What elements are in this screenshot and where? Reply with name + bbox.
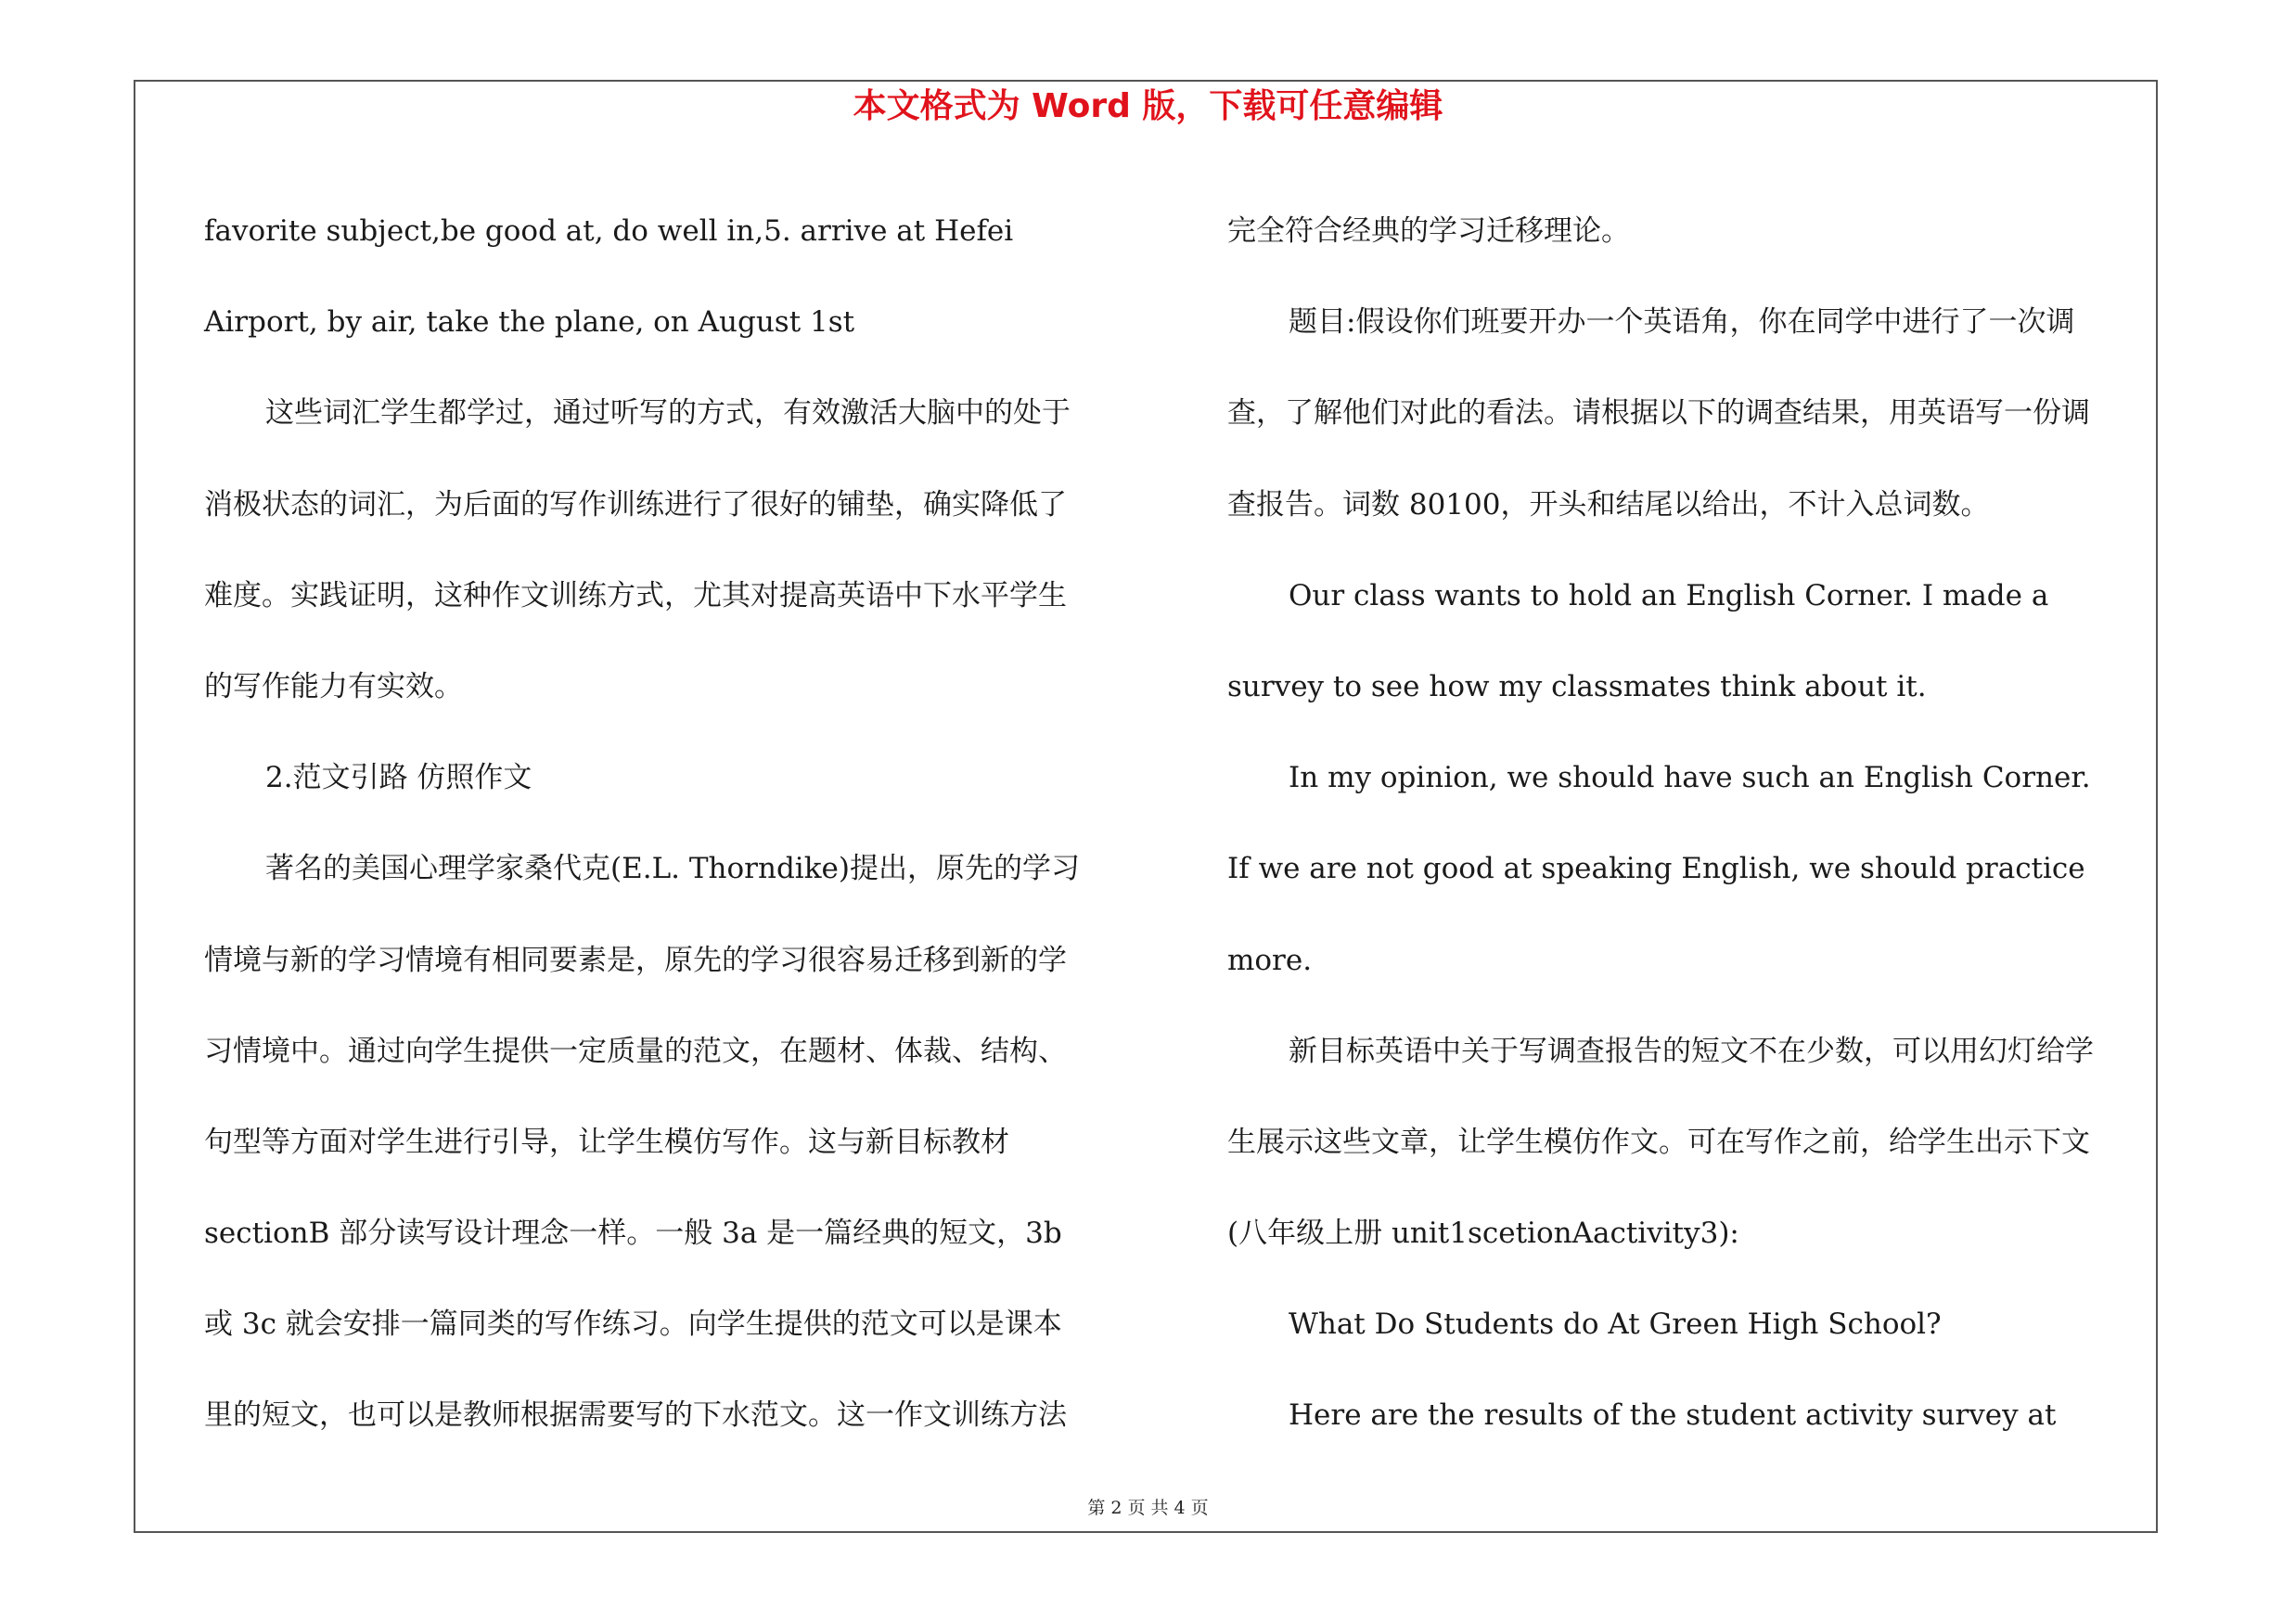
footer-total-pages: 4 <box>1174 1498 1186 1518</box>
text-line: 查，了解他们对此的看法。请根据以下的调查结果，用英语写一份调 <box>1227 396 2090 431</box>
footer-prefix: 第 <box>1087 1498 1106 1518</box>
text-line: survey to see how my classmates think about it. <box>1227 669 1927 703</box>
text-line: (八年级上册 unit1scetionAactivity3): <box>1227 1217 1739 1251</box>
footer-page-number: 2 <box>1110 1498 1122 1518</box>
text-line: more. <box>1227 943 1313 977</box>
text-line: In my opinion, we should have such an English Corner. <box>1289 761 2091 795</box>
text-line: 生展示这些文章，让学生模仿作文。可在写作之前，给学生出示下文 <box>1227 1125 2090 1159</box>
text-line: 或 3c 就会安排一篇同类的写作练习。向学生提供的范文可以是课本 <box>204 1307 1062 1342</box>
footer-suffix: 页 <box>1190 1498 1209 1518</box>
text-line: 查报告。词数 80100，开头和结尾以给出，不计入总词数。 <box>1227 487 1990 522</box>
text-line: 的写作能力有实效。 <box>204 669 463 703</box>
text-line: 里的短文，也可以是教师根据需要写的下水范文。这一作文训练方法 <box>204 1398 1067 1433</box>
text-line: If we are not good at speaking English, we should practice <box>1227 852 2085 886</box>
text-line: 完全符合经典的学习迁移理论。 <box>1227 214 1630 248</box>
text-line: favorite subject,be good at, do well in,5. arrive at Hefei <box>204 214 1014 248</box>
text-line: 难度。实践证明，这种作文训练方式，尤其对提高英语中下水平学生 <box>204 578 1067 612</box>
text-line: Our class wants to hold an English Corner. I made a <box>1289 578 2049 612</box>
footer-middle: 页 共 <box>1127 1498 1169 1518</box>
text-line: sectionB 部分读写设计理念一样。一般 3a 是一篇经典的短文，3b <box>204 1217 1062 1251</box>
text-line: 新目标英语中关于写调查报告的短文不在少数，可以用幻灯给学 <box>1289 1034 2094 1068</box>
right-column <box>1227 186 2155 1462</box>
text-line: What Do Students do At Green High School? <box>1289 1307 1942 1342</box>
left-column <box>204 186 1169 1462</box>
text-line: 著名的美国心理学家桑代克(E.L. Thorndike)提出，原先的学习 <box>265 852 1080 886</box>
text-line: 句型等方面对学生进行引导，让学生模仿写作。这与新目标教材 <box>204 1125 1009 1159</box>
text-line: 题目:假设你们班要开办一个英语角，你在同学中进行了一次调 <box>1289 305 2075 340</box>
header-banner: 本文格式为 Word 版，下载可任意编辑 <box>853 87 1443 125</box>
text-line: 这些词汇学生都学过，通过听写的方式，有效激活大脑中的处于 <box>265 396 1071 431</box>
text-line: 习情境中。通过向学生提供一定质量的范文，在题材、体裁、结构、 <box>204 1034 1067 1068</box>
text-line: 2.范文引路 仿照作文 <box>265 761 532 795</box>
text-line: Airport, by air, take the plane, on August 1st <box>204 305 855 340</box>
text-line: Here are the results of the student activity survey at <box>1289 1398 2057 1433</box>
text-line: 情境与新的学习情境有相同要素是，原先的学习很容易迁移到新的学 <box>204 943 1067 977</box>
page-footer <box>0 1494 2296 1519</box>
text-line: 消极状态的词汇，为后面的写作训练进行了很好的铺垫，确实降低了 <box>204 487 1067 522</box>
